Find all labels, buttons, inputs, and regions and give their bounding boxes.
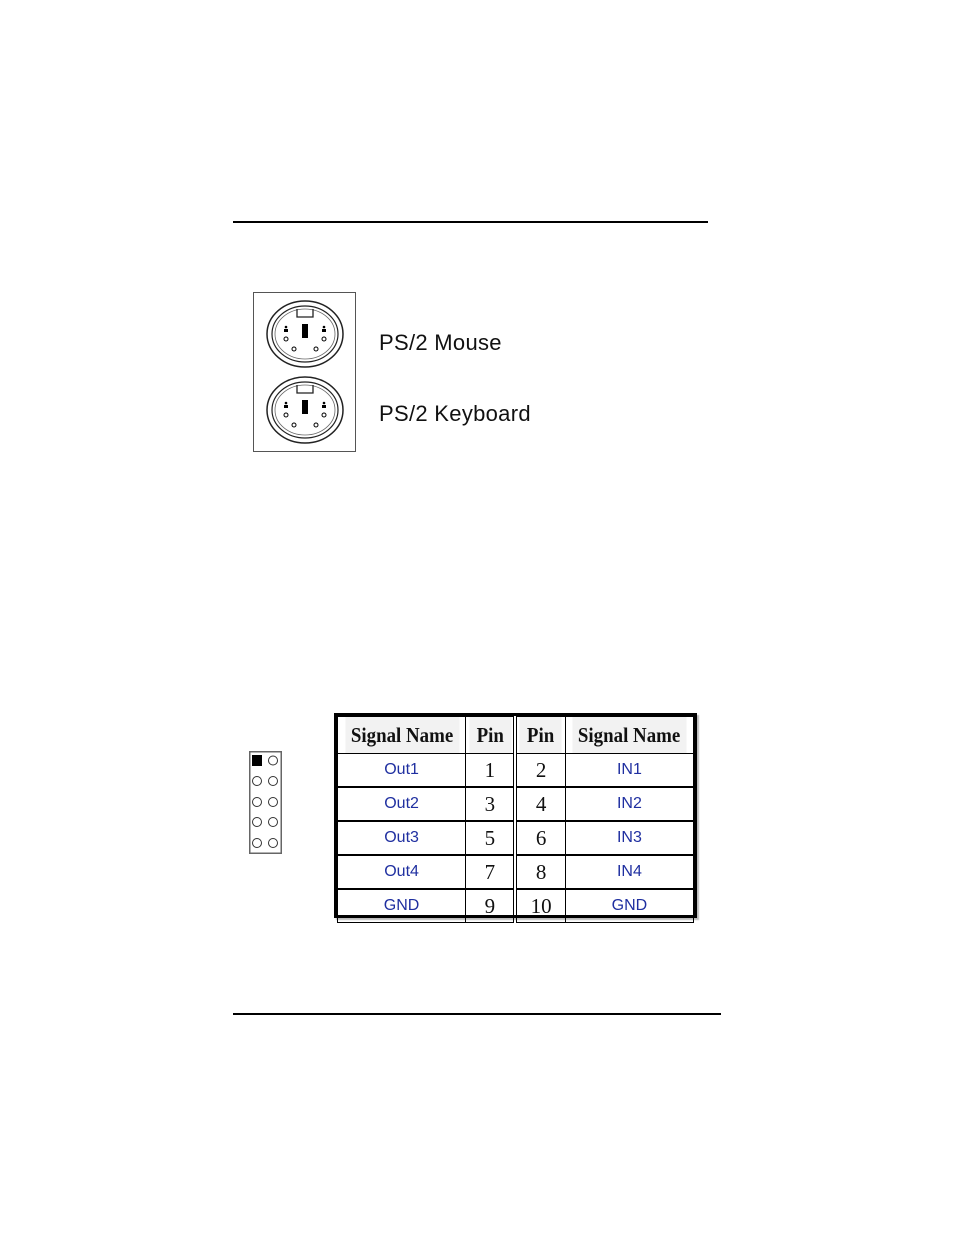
right-pin: 10 (515, 889, 565, 923)
pin-assignment-table (334, 713, 697, 918)
ps2-keyboard-port-icon (264, 375, 346, 445)
table-row (338, 889, 694, 923)
header-signal-name-left: Signal Name (344, 717, 459, 754)
right-pin: 6 (515, 821, 565, 855)
table-row (338, 754, 694, 788)
right-signal: IN4 (565, 855, 693, 889)
right-pin: 2 (515, 754, 565, 788)
left-pin: 7 (466, 855, 516, 889)
ps2-mouse-label: PS/2 Mouse (379, 330, 502, 355)
right-pin: 4 (515, 787, 565, 821)
left-signal: Out3 (338, 821, 466, 855)
header-signal-name-right: Signal Name (572, 717, 687, 754)
ps2-connector-panel (253, 292, 356, 452)
left-pin: 5 (466, 821, 516, 855)
table-row (338, 821, 694, 855)
right-pin: 8 (515, 855, 565, 889)
left-pin: 3 (466, 787, 516, 821)
top-rule (233, 221, 708, 223)
right-signal: GND (565, 889, 693, 923)
right-signal: IN1 (565, 754, 693, 788)
right-signal: IN3 (565, 821, 693, 855)
left-pin: 1 (466, 754, 516, 788)
left-signal: Out1 (338, 754, 466, 788)
table-row (338, 855, 694, 889)
table-header-row (338, 717, 694, 754)
bottom-rule (233, 1013, 721, 1015)
ps2-mouse-port-icon (264, 299, 346, 369)
table-row (338, 787, 694, 821)
left-signal: Out4 (338, 855, 466, 889)
left-signal: Out2 (338, 787, 466, 821)
header-pin-left: Pin (468, 717, 513, 754)
left-pin: 9 (466, 889, 516, 923)
ps2-keyboard-label: PS/2 Keyboard (379, 401, 531, 426)
header-pin-right: Pin (518, 717, 563, 754)
right-signal: IN2 (565, 787, 693, 821)
left-signal: GND (338, 889, 466, 923)
pin-header-diagram-icon (249, 751, 282, 854)
